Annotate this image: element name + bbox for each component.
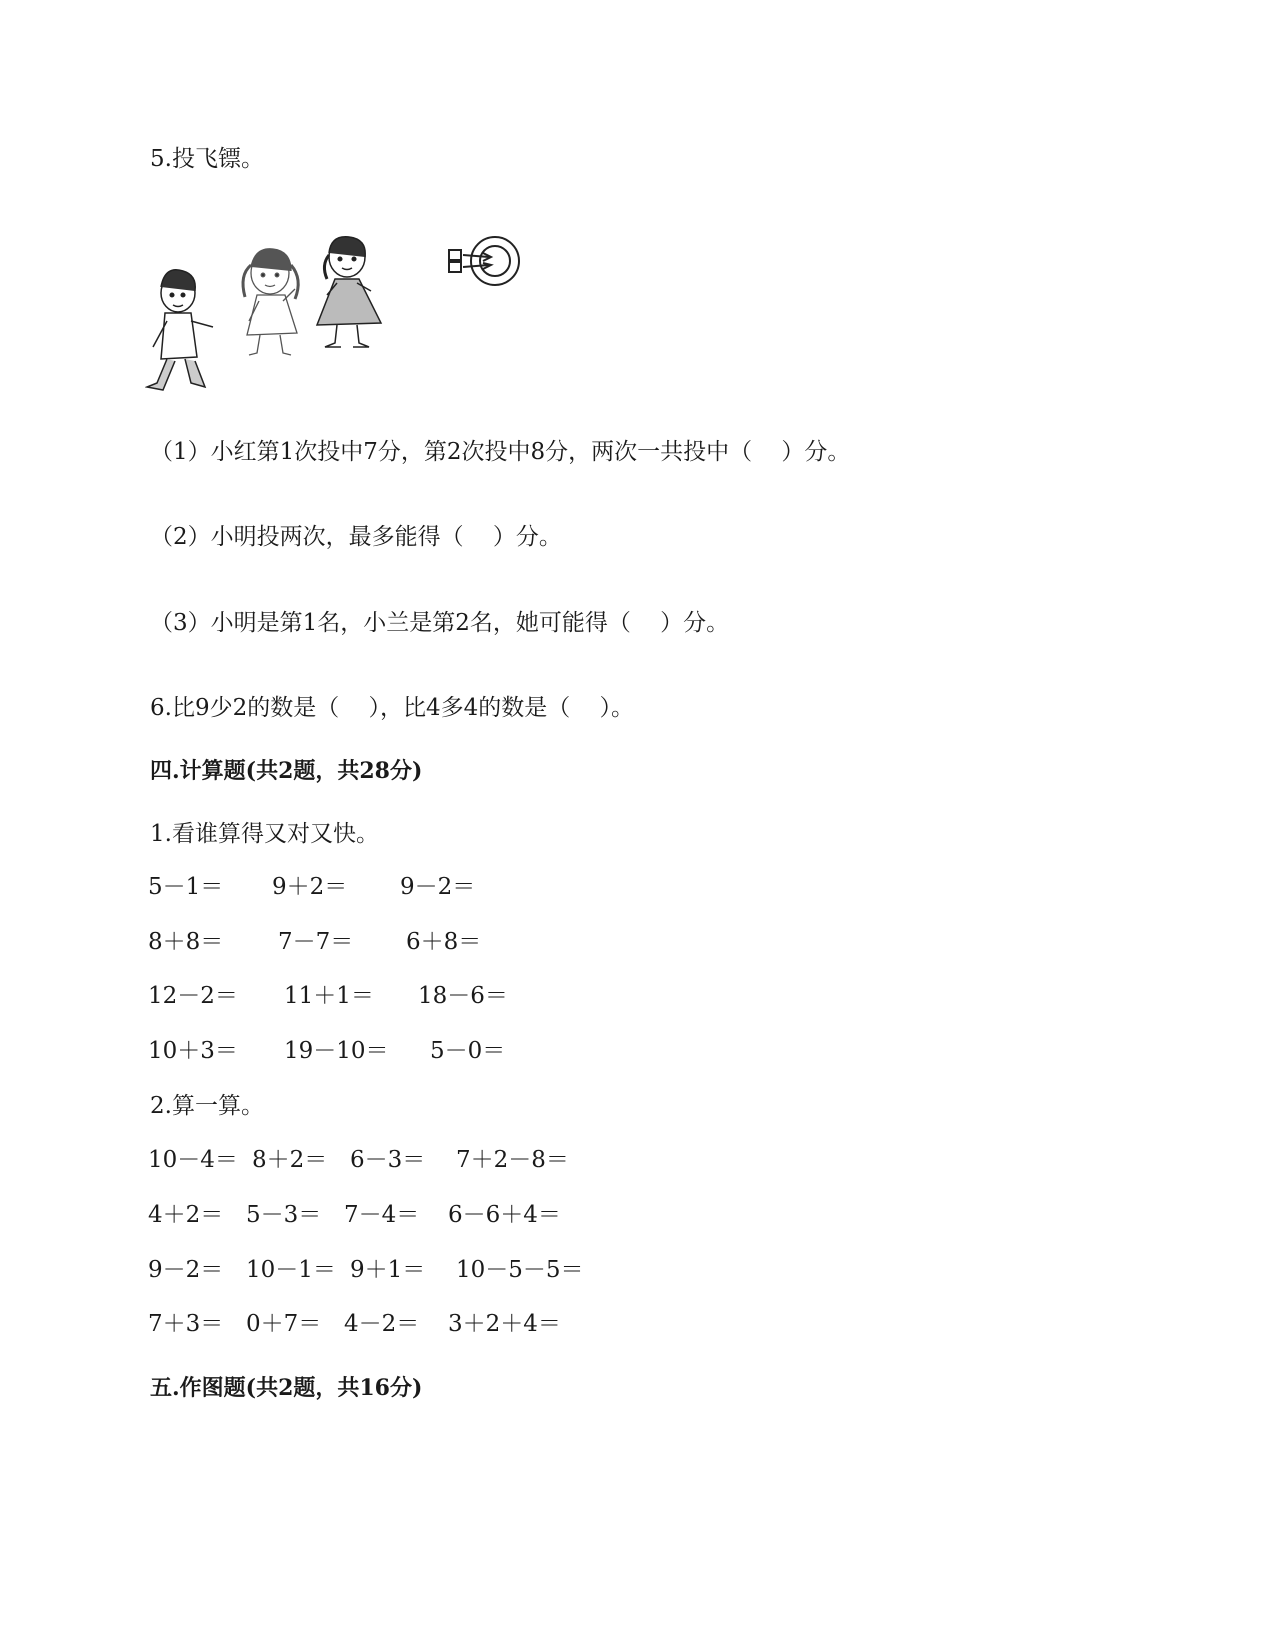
equation: 7－7＝	[278, 929, 354, 955]
equation: 7＋3＝	[148, 1311, 224, 1337]
girl-icon	[243, 249, 298, 355]
section-4-q2-title: 2.算一算。	[150, 1093, 264, 1119]
equation: 10－1＝	[246, 1257, 336, 1283]
question-5-sub-3: （3）小明是第1名，小兰是第2名，她可能得（ ）分。	[150, 610, 730, 636]
equation: 9＋2＝	[272, 874, 348, 900]
equation: 7＋2－8＝	[456, 1147, 569, 1173]
question-5-sub-2: （2）小明投两次，最多能得（ ）分。	[150, 524, 562, 550]
section-5-heading: 五.作图题(共2题，共16分)	[150, 1375, 423, 1401]
question-5-sub-1: （1）小红第1次投中7分，第2次投中8分，两次一共投中（ ）分。	[150, 439, 851, 465]
boy-icon	[147, 270, 213, 390]
question-6: 6.比9少2的数是（ ），比4多4的数是（ ）。	[150, 695, 634, 721]
equation: 6－6＋4＝	[448, 1202, 561, 1228]
equation: 9－2＝	[148, 1257, 224, 1283]
section-4-heading: 四.计算题(共2题，共28分)	[150, 758, 423, 784]
equation: 10－5－5＝	[456, 1257, 584, 1283]
equation: 11＋1＝	[284, 983, 374, 1009]
equation: 5－0＝	[430, 1038, 506, 1064]
equation: 0＋7＝	[246, 1311, 322, 1337]
dartboard-icon	[449, 237, 519, 285]
equation: 9－2＝	[400, 874, 476, 900]
equation: 6＋8＝	[406, 929, 482, 955]
equation: 4＋2＝	[148, 1202, 224, 1228]
question-5-title: 5.投飞镖。	[150, 146, 264, 172]
equation: 3＋2＋4＝	[448, 1311, 561, 1337]
equation: 5－1＝	[148, 874, 224, 900]
girl-icon	[317, 237, 381, 347]
equation: 10＋3＝	[148, 1038, 238, 1064]
dart-illustration	[145, 235, 545, 400]
equation: 18－6＝	[418, 983, 508, 1009]
equation: 8＋8＝	[148, 929, 224, 955]
equation: 12－2＝	[148, 983, 238, 1009]
equation: 9＋1＝	[350, 1257, 426, 1283]
equation: 19－10＝	[284, 1038, 389, 1064]
equation: 8＋2＝	[252, 1147, 328, 1173]
equation: 4－2＝	[344, 1311, 420, 1337]
equation: 7－4＝	[344, 1202, 420, 1228]
equation: 10－4＝	[148, 1147, 238, 1173]
equation: 5－3＝	[246, 1202, 322, 1228]
section-4-q1-title: 1.看谁算得又对又快。	[150, 821, 379, 847]
equation: 6－3＝	[350, 1147, 426, 1173]
